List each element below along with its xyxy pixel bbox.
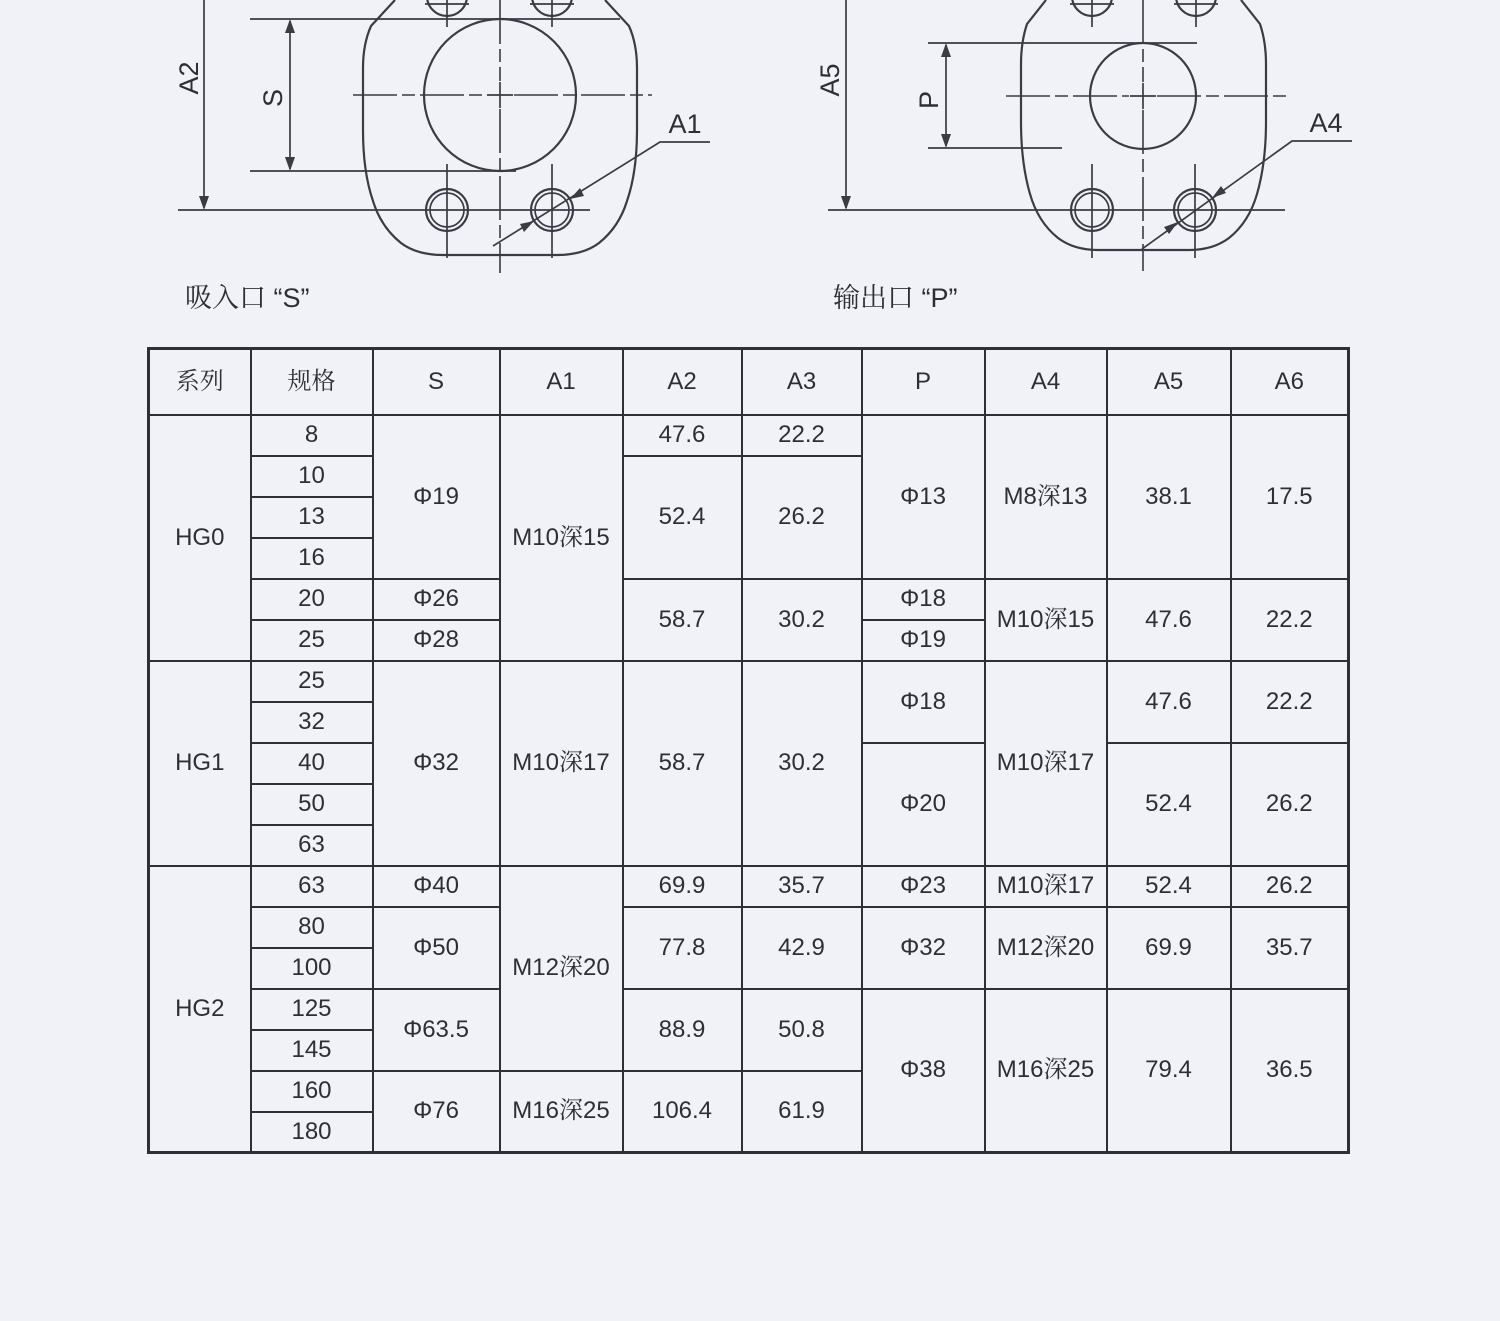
- output-port-diagram: [815, 0, 1352, 313]
- table-cell: 26.2: [1231, 866, 1349, 907]
- table-cell: 30.2: [742, 579, 862, 661]
- suction-caption: 吸入口 “S”: [185, 283, 310, 313]
- table-cell: 58.7: [623, 579, 742, 661]
- table-cell: 32: [251, 702, 373, 743]
- table-cell: 47.6: [1107, 661, 1231, 743]
- table-row: [149, 866, 1349, 907]
- table-cell: Φ28: [373, 620, 500, 661]
- table-header-row: [149, 349, 1349, 415]
- column-header-a4: A4: [985, 349, 1107, 415]
- table-cell: 50: [251, 784, 373, 825]
- leader-a1-label: A1: [668, 109, 702, 139]
- table-cell: 35.7: [1231, 907, 1349, 989]
- table-cell: 35.7: [742, 866, 862, 907]
- table-cell: 52.4: [623, 456, 742, 579]
- table-cell: M10深17: [985, 866, 1107, 907]
- table-cell: 80: [251, 907, 373, 948]
- table-row: [149, 661, 1349, 702]
- table-cell: Φ32: [862, 907, 985, 989]
- table-cell: Φ13: [862, 415, 985, 579]
- dimension-a2: [174, 0, 209, 210]
- dim-a5-label: A5: [815, 63, 845, 97]
- table-cell: 79.4: [1107, 989, 1231, 1153]
- table-cell: M8深13: [985, 415, 1107, 579]
- output-caption: 输出口 “P”: [833, 283, 958, 313]
- table-cell: Φ76: [373, 1071, 500, 1153]
- table-cell: 69.9: [1107, 907, 1231, 989]
- table-cell: 100: [251, 948, 373, 989]
- output-top-bolt-holes: [1070, 0, 1218, 27]
- dim-a2-label: A2: [174, 61, 204, 95]
- table-cell: 58.7: [623, 661, 742, 866]
- column-header-series: 系列: [149, 349, 251, 415]
- table-cell: M12深20: [985, 907, 1107, 989]
- table-cell: HG1: [149, 661, 251, 866]
- table-cell: Φ19: [862, 620, 985, 661]
- table-cell: 10: [251, 456, 373, 497]
- table-cell: 42.9: [742, 907, 862, 989]
- table-cell: M10深15: [500, 415, 623, 661]
- table-cell: Φ32: [373, 661, 500, 866]
- table-cell: 106.4: [623, 1071, 742, 1153]
- table-cell: 52.4: [1107, 866, 1231, 907]
- table-cell: Φ20: [862, 743, 985, 866]
- table-cell: M10深17: [985, 661, 1107, 866]
- table-cell: 16: [251, 538, 373, 579]
- table-cell: Φ23: [862, 866, 985, 907]
- table-cell: 26.2: [1231, 743, 1349, 866]
- table-cell: 52.4: [1107, 743, 1231, 866]
- dimension-a5: [815, 0, 851, 210]
- table-cell: HG2: [149, 866, 251, 1153]
- table-cell: Φ19: [373, 415, 500, 579]
- table-cell: Φ63.5: [373, 989, 500, 1071]
- table-cell: 26.2: [742, 456, 862, 579]
- table-cell: 88.9: [623, 989, 742, 1071]
- suction-centerlines: [353, 0, 652, 273]
- table-cell: 47.6: [623, 415, 742, 456]
- leader-a1: [493, 109, 710, 246]
- table-cell: 25: [251, 620, 373, 661]
- column-header-spec: 规格: [251, 349, 373, 415]
- table-cell: M16深25: [985, 989, 1107, 1153]
- flange-drawings: [0, 0, 1500, 332]
- dim-p-label: P: [914, 90, 944, 110]
- table-cell: 13: [251, 497, 373, 538]
- column-header-a1: A1: [500, 349, 623, 415]
- table-cell: 180: [251, 1112, 373, 1153]
- table-cell: Φ50: [373, 907, 500, 989]
- column-header-a3: A3: [742, 349, 862, 415]
- table-cell: M12深20: [500, 866, 623, 1071]
- table-cell: 63: [251, 825, 373, 866]
- leader-a4: [1142, 108, 1352, 249]
- table-cell: M16深25: [500, 1071, 623, 1153]
- table-cell: M10深15: [985, 579, 1107, 661]
- table-cell: 38.1: [1107, 415, 1231, 579]
- table-cell: 22.2: [1231, 579, 1349, 661]
- table-cell: M10深17: [500, 661, 623, 866]
- table-cell: 22.2: [1231, 661, 1349, 743]
- table-cell: Φ38: [862, 989, 985, 1153]
- output-center-cross: [1130, 83, 1156, 109]
- suction-center-cross: [487, 82, 513, 108]
- table-cell: 125: [251, 989, 373, 1030]
- dim-s-label: S: [258, 88, 288, 108]
- table-cell: Φ40: [373, 866, 500, 907]
- table-row: [149, 579, 1349, 620]
- table-cell: Φ18: [862, 579, 985, 620]
- column-header-s: S: [373, 349, 500, 415]
- table-cell: Φ18: [862, 661, 985, 743]
- table-row: [149, 415, 1349, 456]
- spec-table-body: [149, 415, 1349, 1153]
- table-cell: Φ26: [373, 579, 500, 620]
- leader-a4-label: A4: [1309, 108, 1343, 138]
- column-header-a6: A6: [1231, 349, 1349, 415]
- table-cell: 36.5: [1231, 989, 1349, 1153]
- table-cell: 77.8: [623, 907, 742, 989]
- table-row: [149, 989, 1349, 1030]
- table-cell: 47.6: [1107, 579, 1231, 661]
- table-cell: 160: [251, 1071, 373, 1112]
- table-cell: 145: [251, 1030, 373, 1071]
- suction-port-diagram: [174, 0, 710, 313]
- table-cell: 22.2: [742, 415, 862, 456]
- table-cell: 69.9: [623, 866, 742, 907]
- table-cell: 17.5: [1231, 415, 1349, 579]
- table-cell: 25: [251, 661, 373, 702]
- table-cell: 63: [251, 866, 373, 907]
- column-header-p: P: [862, 349, 985, 415]
- column-header-a2: A2: [623, 349, 742, 415]
- table-cell: 50.8: [742, 989, 862, 1071]
- table-cell: 61.9: [742, 1071, 862, 1153]
- table-cell: 30.2: [742, 661, 862, 866]
- table-cell: 8: [251, 415, 373, 456]
- column-header-a5: A5: [1107, 349, 1231, 415]
- table-row: [149, 907, 1349, 948]
- dimension-spec-table: [147, 347, 1350, 1154]
- table-cell: HG0: [149, 415, 251, 661]
- table-cell: 40: [251, 743, 373, 784]
- table-cell: 20: [251, 579, 373, 620]
